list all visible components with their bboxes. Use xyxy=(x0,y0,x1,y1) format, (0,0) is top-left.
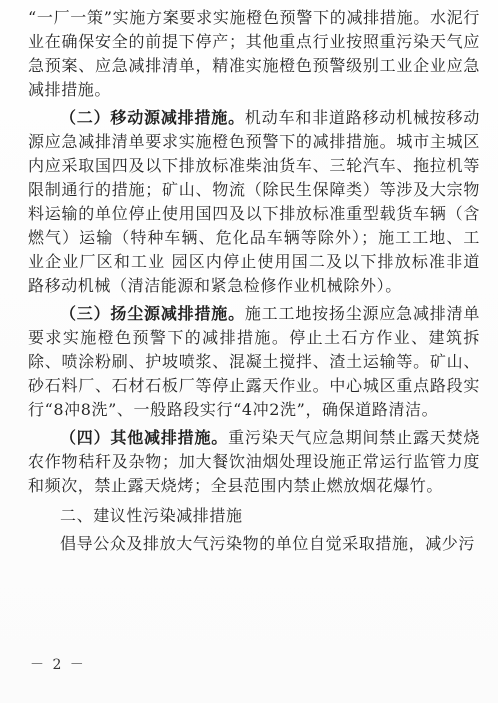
section-mobile-source xyxy=(28,106,480,298)
intro-paragraph: “一厂一策”实施方案要求实施橙色预警下的减排措施。水泥行业在确保安全的前提下停产；其他重点行业按照重污染天气应急预案、应急减排清单，精准实施橙色预警级别工业企业应急减排措施。 xyxy=(28,8,480,99)
section-heading-mobile-source: （二）移动源减排措施。 xyxy=(60,108,245,127)
section-body-mobile-source: 机动车和非道路移动机械按移动源应急减排清单要求实施橙色预警下的减排措施。城市主城区内应采取国四及以下排放标准柴油货车、三轮汽车、拖拉机等限制通行的措施；矿山、物流（除民生保障类）等涉及大宗物料运输的单位停止使用国四及以下排放标准重型载货车辆（含燃气）运输（特种车辆、危化品车辆等除外）；施工工地、工业企业厂区和工业 园区内停止使用国二及以下排放标准非道路移动机械（清洁能源和紧急检修作业机械除外）。 xyxy=(28,108,480,295)
section-dust-source xyxy=(28,302,480,422)
chapter-heading-suggested-measures: 二、建议性污染减排措施 xyxy=(60,506,243,525)
section-heading-dust-source: （三）扬尘源减排措施。 xyxy=(60,304,245,323)
section-other-measures xyxy=(28,426,480,498)
section-heading-other-measures: （四）其他减排措施。 xyxy=(60,428,229,447)
section-body-other-measures: 重污染天气应急期间禁止露天焚烧农作物秸秆及杂物；加大餐饮油烟处理设施正常运行监管力度和频次，禁止露天烧烤；全县范围内禁止燃放烟花爆竹。 xyxy=(28,428,480,495)
section-body-dust-source: 施工工地按扬尘源应急减排清单要求实施橙色预警下的减排措施。停止土石方作业、建筑拆除、喷涂粉刷、护坡喷浆、混凝土搅拌、渣土运输等。矿山、砂石料厂、石材石板厂等停止露天作业。中心城区重点路段实行“8冲8洗”、一般路段实行“4冲2洗”，确保道路清洁。 xyxy=(28,304,480,419)
last-paragraph: 倡导公众及排放大气污染物的单位自觉采取措施，减少污 xyxy=(60,534,476,553)
document-body xyxy=(28,6,480,560)
page-number: － 2 － xyxy=(30,657,86,673)
